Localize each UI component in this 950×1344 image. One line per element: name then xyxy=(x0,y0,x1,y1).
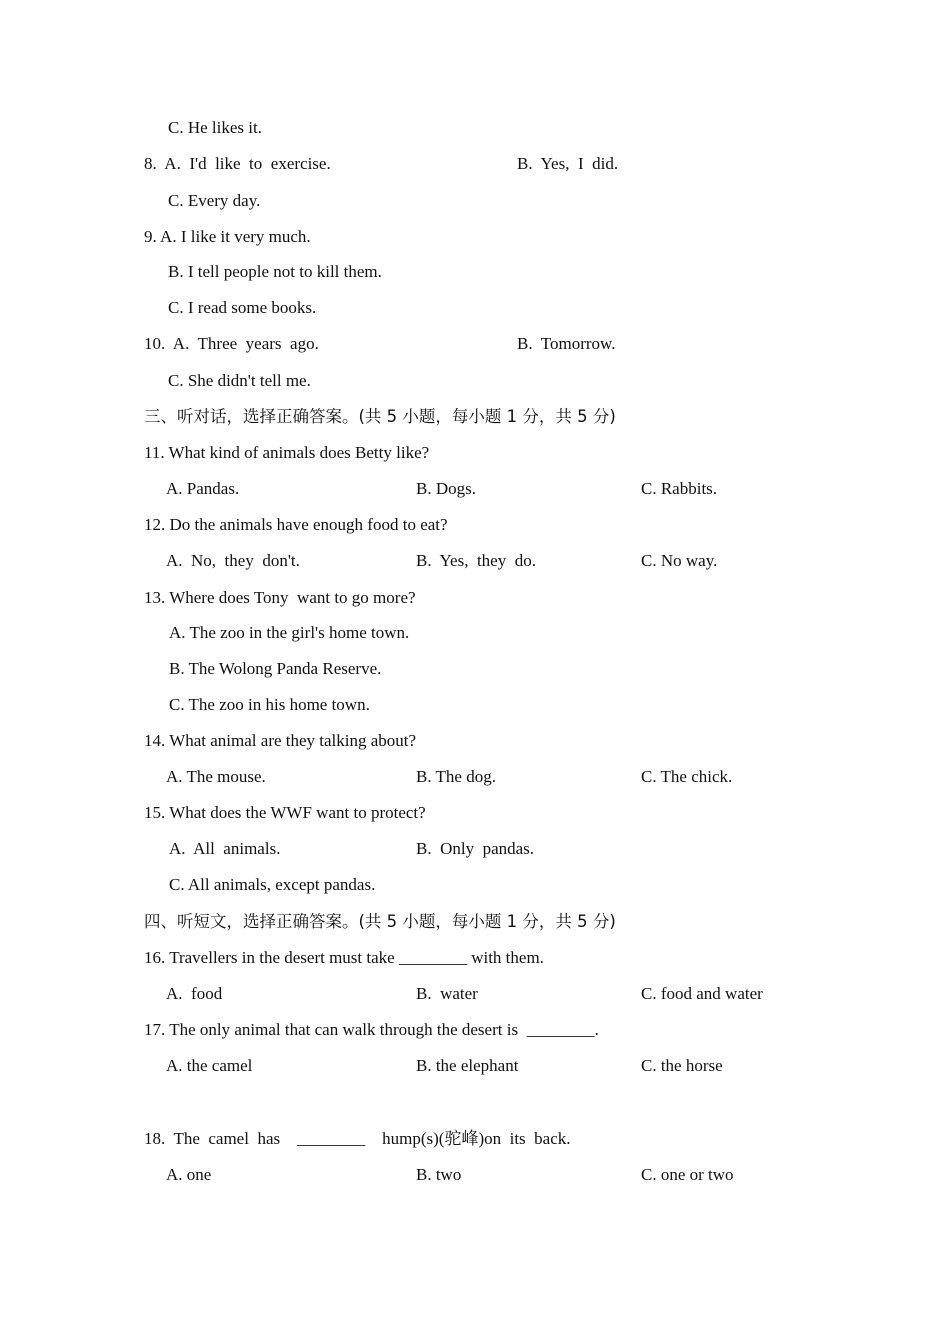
q7-option-c: C. He likes it. xyxy=(168,118,262,137)
q15-option-b: B. Only pandas. xyxy=(416,839,535,858)
q13-option-c: C. The zoo in his home town. xyxy=(169,695,370,714)
q15-option-a: A. All animals. xyxy=(169,839,281,858)
q11-question: 11. What kind of animals does Betty like? xyxy=(144,443,430,462)
q17-option-c: C. the horse xyxy=(641,1056,723,1075)
q13-question: 13. Where does Tony want to go more? xyxy=(144,588,416,607)
q9-option-c: C. I read some books. xyxy=(168,298,317,317)
q8-option-a: 8. A. I'd like to exercise. xyxy=(144,154,331,173)
q16-option-b: B. water xyxy=(416,984,478,1003)
q17-option-b: B. the elephant xyxy=(416,1056,519,1075)
q14-question: 14. What animal are they talking about? xyxy=(144,731,417,750)
q17-question: 17. The only animal that can walk through the desert is ________. xyxy=(144,1020,599,1039)
q18-option-c: C. one or two xyxy=(641,1165,734,1184)
q15-option-c: C. All animals, except pandas. xyxy=(169,875,376,894)
q10-option-c: C. She didn't tell me. xyxy=(168,371,311,390)
q12-question: 12. Do the animals have enough food to eat? xyxy=(144,515,448,534)
q18-option-a: A. one xyxy=(166,1165,212,1184)
q18-question: 18. The camel has ________ hump(s)(驼峰)on its back. xyxy=(144,1129,571,1148)
q12-option-c: C. No way. xyxy=(641,551,718,570)
q15-question: 15. What does the WWF want to protect? xyxy=(144,803,426,822)
q14-option-a: A. The mouse. xyxy=(166,767,266,786)
q14-option-b: B. The dog. xyxy=(416,767,496,786)
q8-option-c: C. Every day. xyxy=(168,191,261,210)
q13-option-a: A. The zoo in the girl's home town. xyxy=(169,623,410,642)
section-4-heading: 四、听短文，选择正确答案。(共 5 小题，每小题 1 分，共 5 分) xyxy=(144,912,616,931)
q10-option-a: 10. A. Three years ago. xyxy=(144,334,319,353)
q12-option-b: B. Yes, they do. xyxy=(416,551,536,570)
q11-option-b: B. Dogs. xyxy=(416,479,476,498)
q12-option-a: A. No, they don't. xyxy=(166,551,300,570)
q9-option-a: 9. A. I like it very much. xyxy=(144,227,311,246)
q14-option-c: C. The chick. xyxy=(641,767,733,786)
q13-option-b: B. The Wolong Panda Reserve. xyxy=(169,659,382,678)
q16-question: 16. Travellers in the desert must take ________ with them. xyxy=(144,948,544,967)
section-3-heading: 三、听对话，选择正确答案。(共 5 小题，每小题 1 分，共 5 分) xyxy=(144,407,616,426)
q16-option-c: C. food and water xyxy=(641,984,763,1003)
q11-option-c: C. Rabbits. xyxy=(641,479,718,498)
q17-option-a: A. the camel xyxy=(166,1056,253,1075)
q16-option-a: A. food xyxy=(166,984,223,1003)
q18-option-b: B. two xyxy=(416,1165,462,1184)
q8-option-b: B. Yes, I did. xyxy=(517,154,619,173)
q10-option-b: B. Tomorrow. xyxy=(517,334,616,353)
q11-option-a: A. Pandas. xyxy=(166,479,240,498)
q9-option-b: B. I tell people not to kill them. xyxy=(168,262,382,281)
